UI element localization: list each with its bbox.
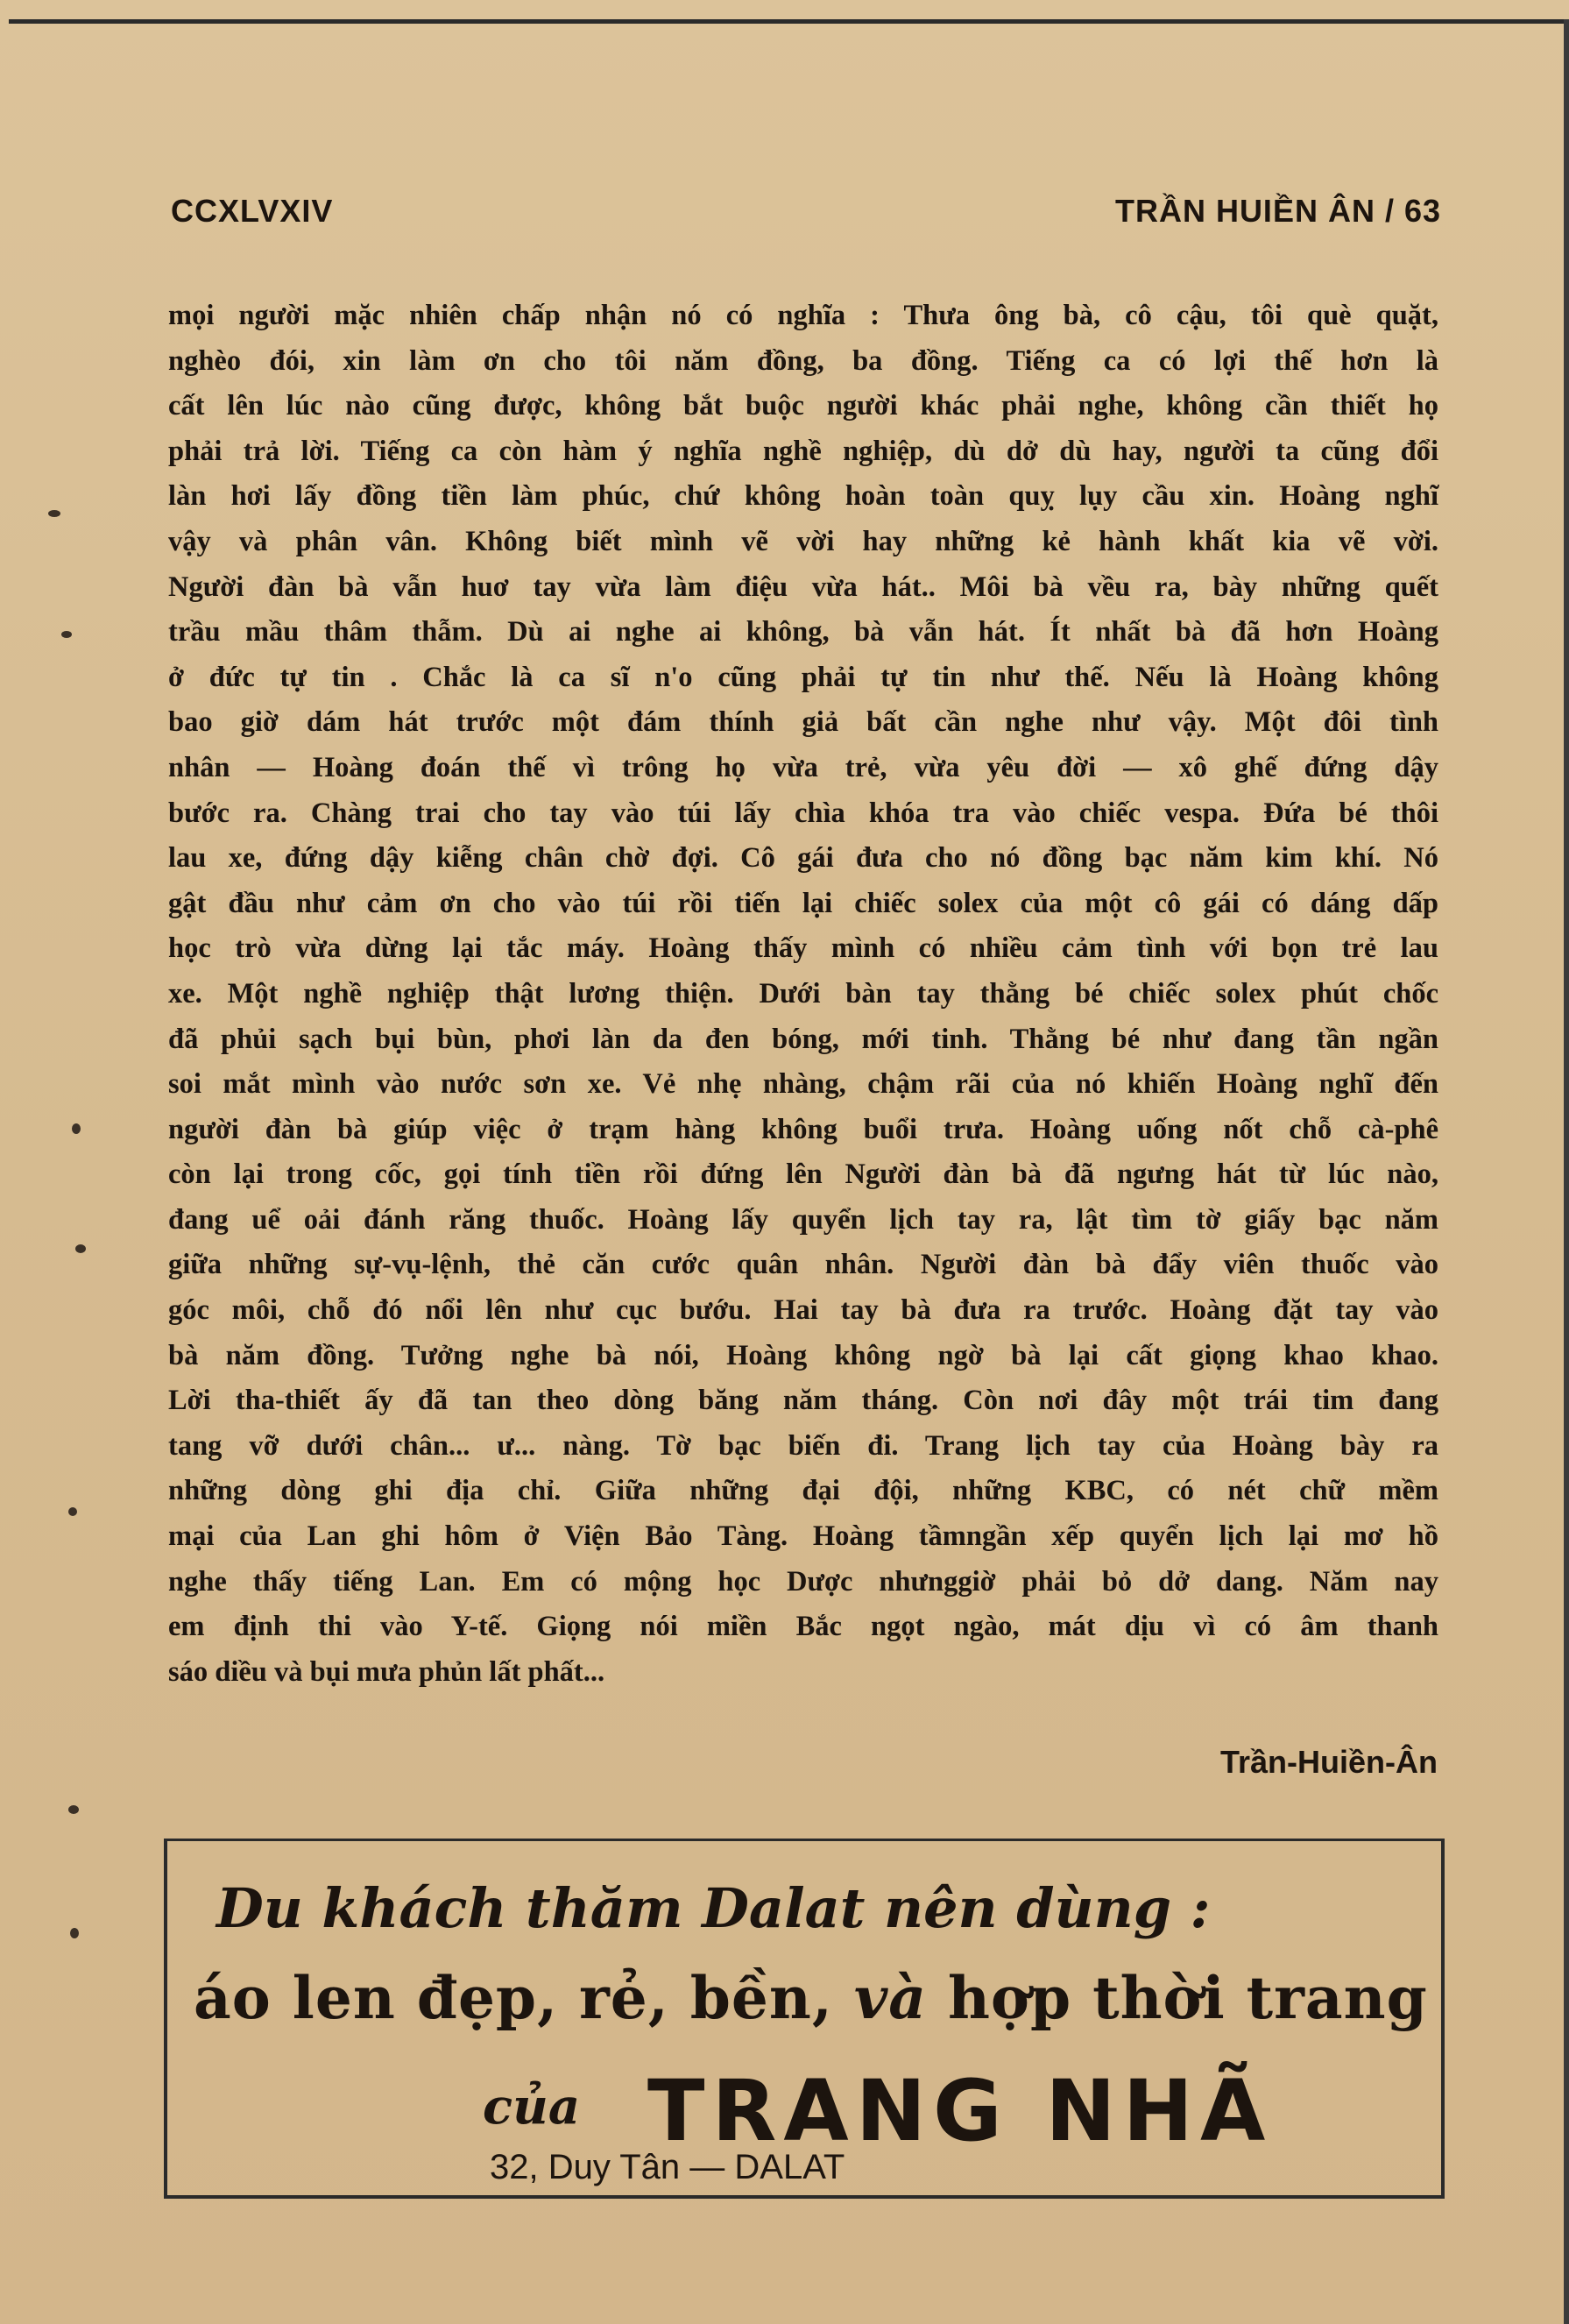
page-top-rule [9,19,1569,24]
ad-of-word: của [483,2078,581,2136]
body-line: học trò vừa dừng lại tắc máy. Hoàng thấy mình có nhiều cảm tình với bọn trẻ lau [168,932,1438,965]
body-line: đã phủi sạch bụi bùn, phơi làn da đen bóng, mới tinh. Thằng bé như đang tần ngần [168,1023,1438,1055]
advertisement-box [164,1839,1445,2199]
volume-number: CCXLVXIV [171,193,334,229]
body-line: vậy và phân vân. Không biết mình vẽ vời hay những kẻ hành khất kia vẽ vời. [168,525,1438,557]
page-right-edge [1564,19,1569,2324]
article-body [168,294,1438,1695]
margin-mark [48,510,60,517]
ad-tagline-conjunction: và [853,1964,927,2032]
margin-mark [72,1123,81,1134]
body-line: mại của Lan ghi hôm ở Viện Bảo Tàng. Hoàng tầmngần xếp quyển lịch lại mơ hồ [168,1520,1438,1553]
body-line: người đàn bà giúp việc ở trạm hàng không buổi trưa. Hoàng uống nốt chỗ cà-phê [168,1113,1438,1145]
body-line: gật đầu như cảm ơn cho vào túi rồi tiến lại chiếc solex của một cô gái có dáng dấp [168,887,1438,919]
body-line: sáo diều và bụi mưa phủn lất phất... [168,1655,605,1688]
body-line: nghe thấy tiếng Lan. Em có mộng học Dược nhưnggiờ phải bỏ dở dang. Năm nay [168,1565,1438,1598]
body-line: mọi người mặc nhiên chấp nhận nó có nghĩa : Thưa ông bà, cô cậu, tôi què quặt, [168,300,1438,331]
margin-mark [70,1928,79,1938]
ad-tagline-part: áo len đẹp, rẻ, bền, [194,1964,854,2032]
ad-tagline [194,1964,1428,2032]
margin-mark [68,1507,77,1516]
ad-headline: Du khách thăm Dalat nên dùng : [216,1876,1211,1940]
body-line: phải trả lời. Tiếng ca còn hàm ý nghĩa nghề nghiệp, dù dở dù hay, người ta cũng đổi [168,435,1438,467]
body-line: trầu mầu thâm thẫm. Dù ai nghe ai không, bà vẫn hát. Ít nhất bà đã hơn Hoàng [168,616,1438,648]
body-line: làn hơi lấy đồng tiền làm phúc, chứ không hoàn toàn quỵ lụy cầu xin. Hoàng nghĩ [168,480,1438,513]
margin-mark [75,1244,86,1253]
body-line: góc môi, chỗ đó nổi lên như cục bướu. Hai tay bà đưa ra trước. Hoàng đặt tay vào [168,1294,1438,1327]
body-line: nhân — Hoàng đoán thế vì trông họ vừa trẻ, vừa yêu đời — xô ghế đứng dậy [168,751,1438,783]
body-line: cất lên lúc nào cũng được, không bắt buộc người khác phải nghe, không cần thiết họ [168,390,1438,422]
ad-brand-name: TRANG NHÃ [647,2062,1273,2160]
body-line: lau xe, đứng dậy kiễng chân chờ đợi. Cô gái đưa cho nó đồng bạc năm kim khí. Nó [168,842,1438,875]
body-line: Người đàn bà vẫn huơ tay vừa làm điệu vừa hát.. Môi bà vều ra, bày những quết [168,570,1438,603]
body-line: bao giờ dám hát trước một đám thính giả bất cần nghe như vậy. Một đôi tình [168,706,1438,739]
ad-tagline-part: hợp thời trang [926,1964,1428,2032]
body-line: còn lại trong cốc, gọi tính tiền rồi đứng lên Người đàn bà đã ngưng hát từ lúc nào, [168,1158,1438,1191]
body-line: Lời tha-thiết ấy đã tan theo dòng băng năm tháng. Còn nơi đây một trái tim đang [168,1385,1438,1417]
body-line: những dòng ghi địa chỉ. Giữa những đại đội, những KBC, có nét chữ mềm [168,1475,1438,1507]
body-line: xe. Một nghề nghiệp thật lương thiện. Dưới bàn tay thằng bé chiếc solex phút chốc [168,977,1438,1010]
body-line: nghèo đói, xin làm ơn cho tôi năm đồng, ba đồng. Tiếng ca có lợi thế hơn là [168,344,1438,377]
body-line: ở đức tự tin . Chắc là ca sĩ n'o cũng phải tự tin như thế. Nếu là Hoàng không [168,661,1438,693]
author-signature: Trần-Huiền-Ân [1220,1744,1438,1780]
author-page-number: TRẦN HUIỀN ÂN / 63 [1114,193,1441,229]
body-line: em định thi vào Y-tế. Giọng nói miền Bắc ngọt ngào, mát dịu vì có âm thanh [168,1611,1438,1643]
margin-mark [61,631,72,638]
body-line: tang vỡ dưới chân... ư... nàng. Tờ bạc biến đi. Trang lịch tay của Hoàng bày ra [168,1429,1438,1462]
ad-address: 32, Duy Tân — DALAT [490,2148,845,2186]
margin-mark [68,1805,79,1814]
body-line: soi mắt mình vào nước sơn xe. Vẻ nhẹ nhàng, chậm rãi của nó khiến Hoàng nghĩ đến [168,1068,1438,1101]
running-header [171,193,1441,245]
body-line: bà năm đồng. Tưởng nghe bà nói, Hoàng không ngờ bà lại cất giọng khao khao. [168,1339,1438,1371]
body-line: đang uể oải đánh răng thuốc. Hoàng lấy quyển lịch tay ra, lật tìm tờ giấy bạc năm [168,1203,1438,1236]
body-line: bước ra. Chàng trai cho tay vào túi lấy chìa khóa tra vào chiếc vespa. Đứa bé thôi [168,797,1438,829]
body-line: giữa những sự-vụ-lệnh, thẻ căn cước quân nhân. Người đàn bà đẩy viên thuốc vào [168,1249,1438,1281]
